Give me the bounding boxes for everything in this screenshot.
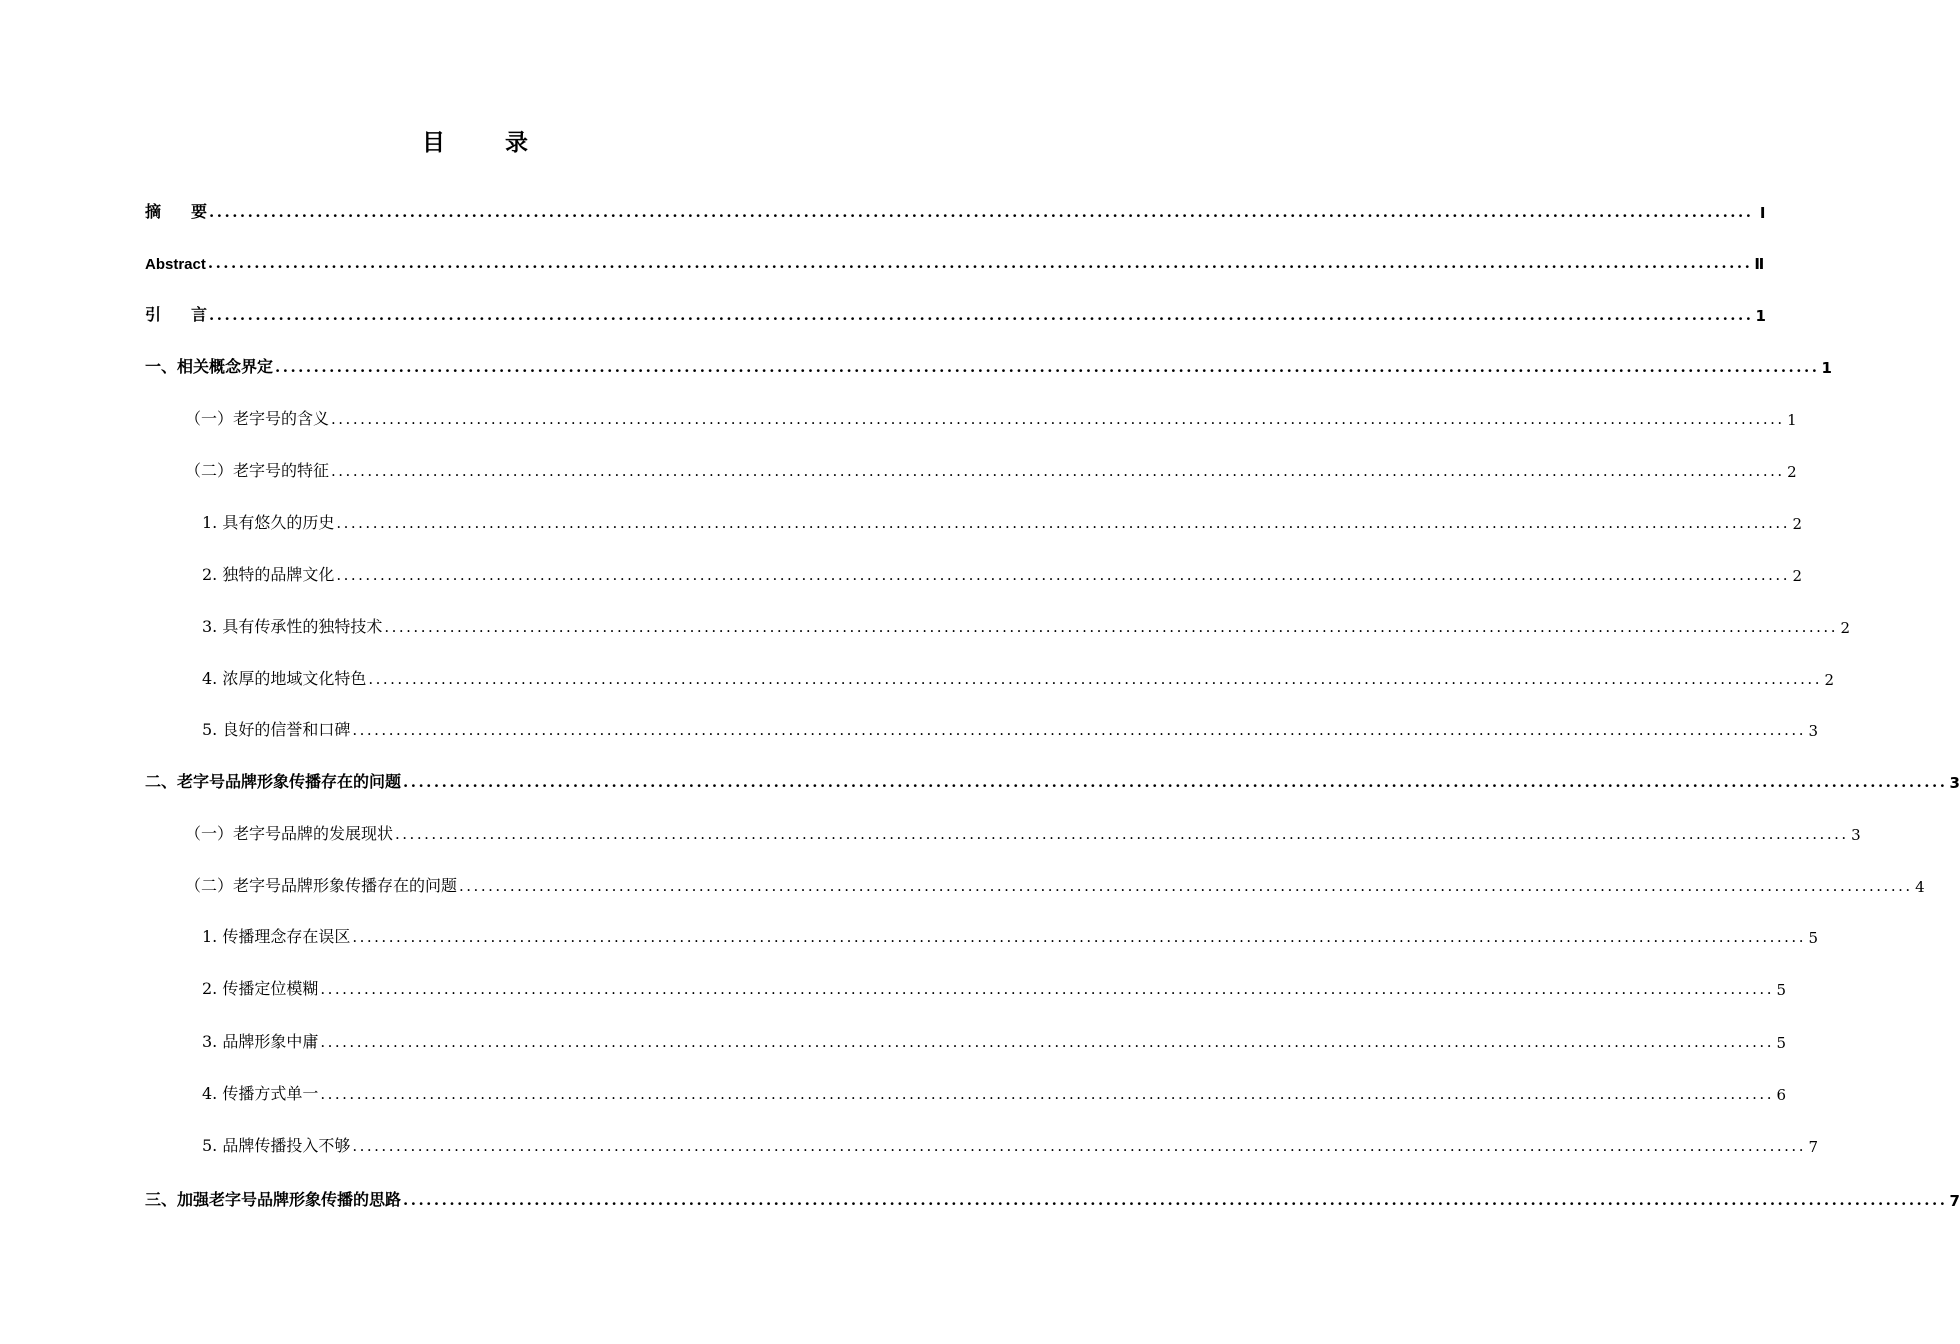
toc-entry-label: 三、加强老字号品牌形象传播的思路 (145, 1190, 402, 1209)
toc-entry-label-part: 引 (145, 305, 162, 324)
toc-entry-label-part: 要 (191, 202, 208, 221)
toc-entry-label: 一、相关概念界定 (145, 357, 274, 376)
toc-entry (0, 403, 1797, 429)
toc-entry-label: （一）老字号的含义 (185, 409, 330, 428)
toc-entry-page-number: 7 (1808, 1138, 1818, 1156)
dot-leader: ........................................................................................................................................................................................................ (320, 1085, 1774, 1103)
dot-leader: ........................................................................................................................................................................................................ (395, 825, 1849, 843)
dot-leader: ........................................................................................................................................................................................................ (207, 254, 1753, 272)
toc-entry-label: 1. 具有悠久的历史 (202, 513, 335, 532)
dot-leader: ........................................................................................................................................................................................................ (384, 618, 1838, 636)
toc-entry-page-number: Ⅱ (1754, 255, 1765, 273)
toc-entry-label (145, 302, 207, 325)
toc-entry-label: 二、老字号品牌形象传播存在的问题 (145, 772, 402, 791)
toc-entry (0, 455, 1797, 481)
toc-entry-page-number: Ⅰ (1759, 204, 1766, 222)
toc-entry-page-number: 6 (1776, 1086, 1786, 1104)
dot-leader: ........................................................................................................................................................................................................ (352, 1137, 1806, 1155)
dot-leader: ........................................................................................................................................................................................................ (352, 721, 1806, 739)
dot-leader: ........................................................................................................................................................................................................ (336, 514, 1790, 532)
toc-entry (0, 299, 1766, 325)
toc-entry-label: 2. 传播定位模糊 (202, 979, 319, 998)
dot-leader: ........................................................................................................................................................................................................ (331, 462, 1785, 480)
toc-entry (0, 196, 1766, 222)
toc-entry (0, 507, 1802, 533)
dot-leader: ........................................................................................................................................................................................................ (275, 358, 1820, 376)
dot-leader: ........................................................................................................................................................................................................ (209, 203, 1754, 221)
toc-entry (0, 247, 1765, 273)
toc-entry-page-number: 4 (1915, 878, 1925, 896)
toc-entry-label: （二）老字号的特征 (185, 461, 330, 480)
toc-entry-label: 2. 独特的品牌文化 (202, 565, 335, 584)
toc-entry-label-part: 言 (191, 305, 208, 324)
toc-entry-page-number: 1 (1787, 411, 1797, 429)
toc-entry-label-part: 摘 (145, 202, 162, 221)
toc-entry (0, 611, 1850, 637)
toc-entry (0, 1184, 1960, 1210)
toc-entry (0, 921, 1818, 947)
toc-entry-page-number: 2 (1787, 463, 1797, 481)
toc-entry-label: 4. 浓厚的地域文化特色 (202, 669, 367, 688)
dot-leader: ........................................................................................................................................................................................................ (352, 928, 1806, 946)
toc-entry (0, 766, 1960, 792)
toc-entry-page-number: 3 (1851, 826, 1861, 844)
toc-title-right: 录 (505, 130, 528, 156)
toc-entry-page-number: 7 (1949, 1192, 1960, 1210)
toc-entry-page-number: 2 (1792, 567, 1802, 585)
toc-entry-page-number: 2 (1792, 515, 1802, 533)
dot-leader: ........................................................................................................................................................................................................ (368, 670, 1822, 688)
toc-entry-page-number: 5 (1776, 981, 1786, 999)
toc-entry-label: 3. 品牌形象中庸 (202, 1032, 319, 1051)
toc-entry (0, 559, 1802, 585)
toc-entry-page-number: 2 (1840, 619, 1850, 637)
toc-entry (0, 663, 1834, 689)
toc-entry (0, 351, 1832, 377)
toc-entry-page-number: 3 (1949, 774, 1960, 792)
dot-leader: ........................................................................................................................................................................................................ (320, 980, 1774, 998)
toc-entry-page-number: 3 (1808, 722, 1818, 740)
toc-entry (0, 870, 1925, 896)
toc-entry-page-number: 5 (1808, 929, 1818, 947)
toc-title-left: 目 (422, 130, 445, 156)
dot-leader: ........................................................................................................................................................................................................ (331, 410, 1785, 428)
toc-entry-page-number: 1 (1755, 307, 1766, 325)
toc-entry-label: 5. 良好的信誉和口碑 (202, 720, 351, 739)
toc-entry (0, 1026, 1786, 1052)
toc-entry-label (145, 199, 207, 222)
toc-entry-page-number: 5 (1776, 1034, 1786, 1052)
dot-leader: ........................................................................................................................................................................................................ (459, 877, 1913, 895)
dot-leader: ........................................................................................................................................................................................................ (403, 1191, 1948, 1209)
toc-entry-label: 4. 传播方式单一 (202, 1084, 319, 1103)
toc-entry (0, 714, 1818, 740)
toc-entry (0, 973, 1786, 999)
toc-entry-page-number: 2 (1824, 671, 1834, 689)
toc-entry-label: 5. 品牌传播投入不够 (202, 1136, 351, 1155)
toc-entry-label: 1. 传播理念存在误区 (202, 927, 351, 946)
dot-leader: ........................................................................................................................................................................................................ (320, 1033, 1774, 1051)
toc-entry (0, 1078, 1786, 1104)
toc-entry-label: 3. 具有传承性的独特技术 (202, 617, 383, 636)
toc-entry (0, 818, 1861, 844)
toc-entry-label: （二）老字号品牌形象传播存在的问题 (185, 876, 458, 895)
dot-leader: ........................................................................................................................................................................................................ (336, 566, 1790, 584)
toc-entry-label: Abstract (145, 256, 206, 273)
toc-entry-label: （一）老字号品牌的发展现状 (185, 824, 394, 843)
toc-entry-page-number: 1 (1821, 359, 1832, 377)
toc-entry (0, 1130, 1818, 1156)
dot-leader: ........................................................................................................................................................................................................ (403, 773, 1948, 791)
dot-leader: ........................................................................................................................................................................................................ (209, 306, 1754, 324)
